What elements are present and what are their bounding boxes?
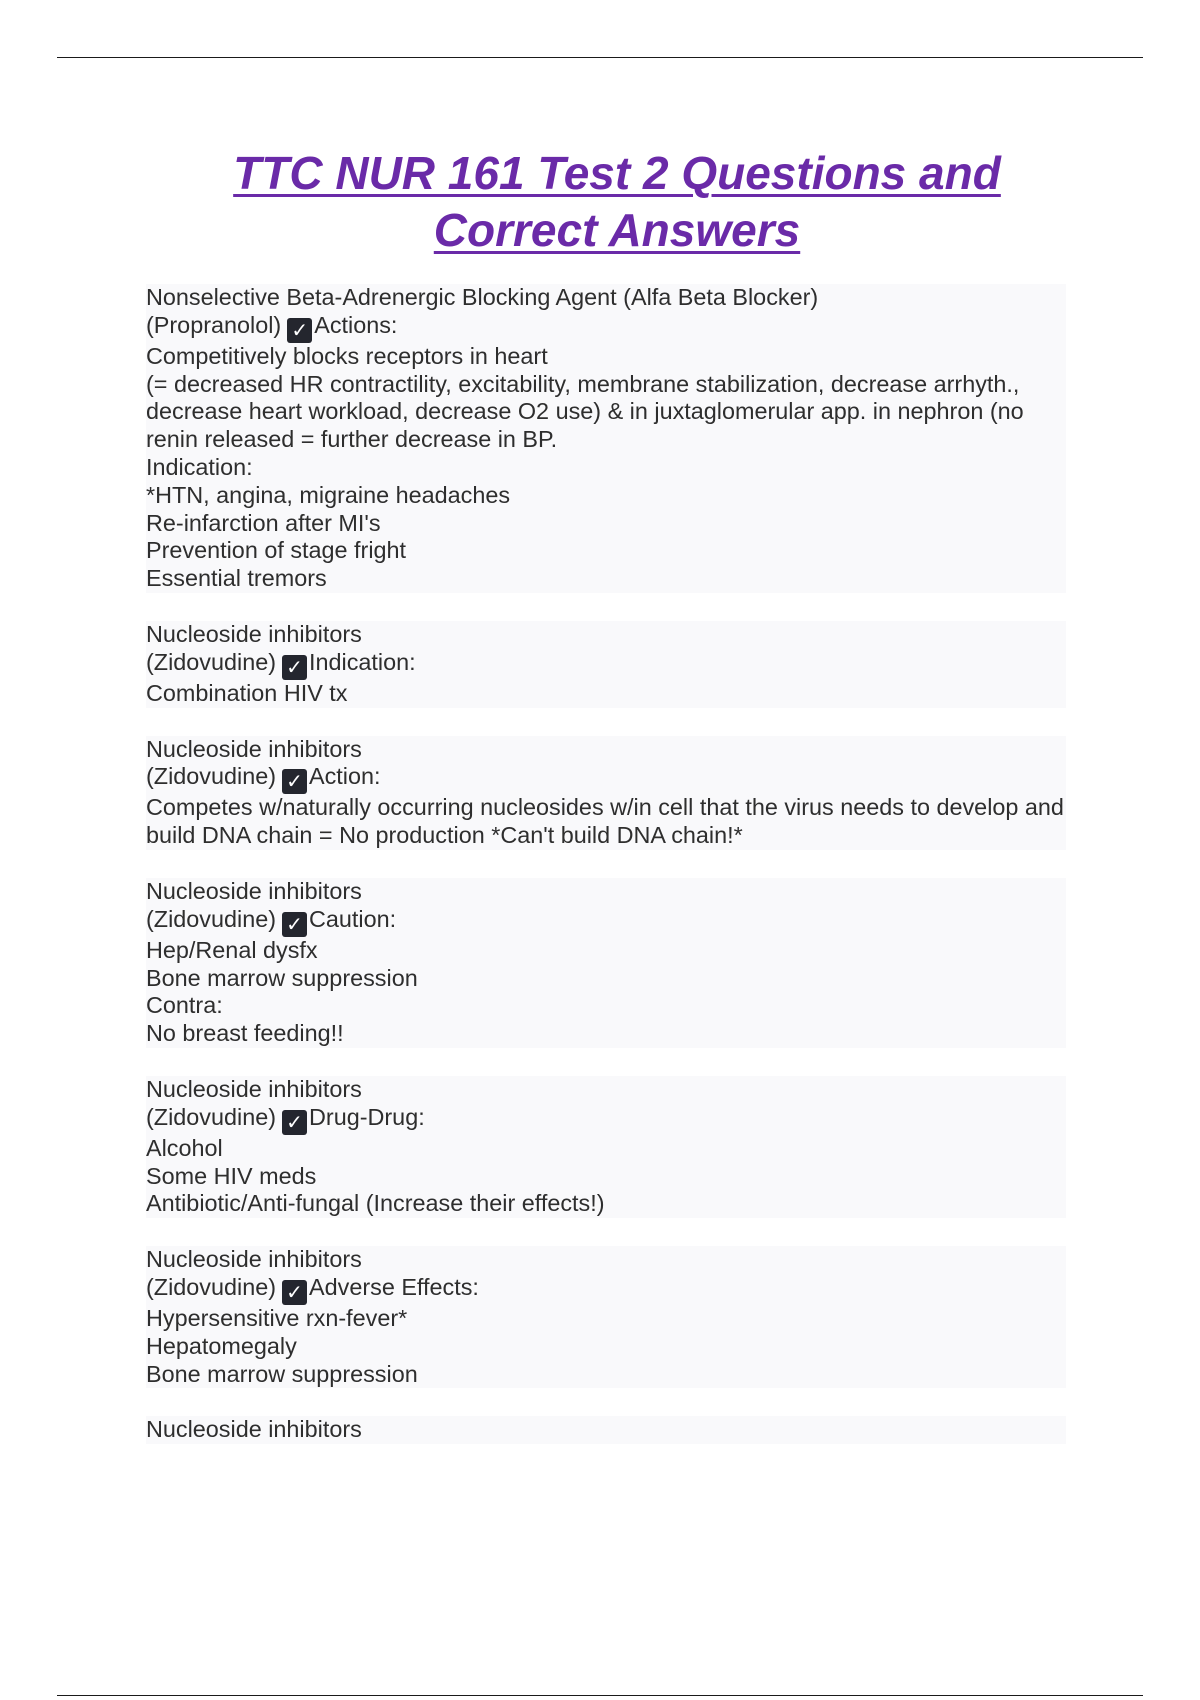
checkbox-checked-icon: ✓	[287, 318, 312, 343]
title-line-1: TTC NUR 161 Test 2 Questions and	[233, 147, 1001, 199]
question-drug: (Zidovudine)	[146, 1103, 277, 1130]
flashcard	[146, 1416, 1066, 1444]
answer-line: Prevention of stage fright	[146, 537, 1066, 565]
checkbox-checked-icon: ✓	[282, 655, 307, 680]
answer-heading: Actions:	[314, 311, 398, 338]
question-line	[146, 1274, 1066, 1305]
answer-line: Contra:	[146, 992, 1066, 1020]
answer-line: Hypersensitive rxn-fever*	[146, 1305, 1066, 1333]
answer-line: Indication:	[146, 454, 1066, 482]
question-drug: (Zidovudine)	[146, 648, 277, 675]
question-line: Nucleoside inhibitors	[146, 621, 1066, 649]
answer-line: Hep/Renal dysfx	[146, 937, 1066, 965]
document-title	[0, 145, 1200, 259]
flashcard	[146, 736, 1066, 850]
title-line-2: Correct Answers	[433, 204, 801, 256]
answer-line: Combination HIV tx	[146, 680, 1066, 708]
answer-heading: Adverse Effects:	[309, 1273, 479, 1300]
answer-line: Competitively blocks receptors in heart	[146, 343, 1066, 371]
answer-line: Some HIV meds	[146, 1163, 1066, 1191]
answer-heading: Indication:	[309, 648, 416, 675]
question-drug: (Zidovudine)	[146, 1273, 277, 1300]
answer-line: Re-infarction after MI's	[146, 510, 1066, 538]
question-line: Nonselective Beta-Adrenergic Blocking Agent (Alfa Beta Blocker)	[146, 284, 1066, 312]
bottom-rule	[57, 1695, 1143, 1696]
answer-line: Competes w/naturally occurring nucleosides w/in cell that the virus needs to develop and build DNA chain = No production *Can't build DNA chain!*	[146, 794, 1066, 850]
flashcard	[146, 878, 1066, 1048]
question-drug: (Propranolol)	[146, 311, 282, 338]
answer-heading: Caution:	[309, 905, 397, 932]
checkbox-checked-icon: ✓	[282, 769, 307, 794]
question-line: Nucleoside inhibitors	[146, 1246, 1066, 1274]
answer-line: Bone marrow suppression	[146, 1361, 1066, 1389]
question-line	[146, 312, 1066, 343]
question-line	[146, 763, 1066, 794]
checkbox-checked-icon: ✓	[282, 1110, 307, 1135]
top-rule	[57, 57, 1143, 58]
flashcard	[146, 1076, 1066, 1218]
flashcard	[146, 621, 1066, 708]
answer-line: *HTN, angina, migraine headaches	[146, 482, 1066, 510]
answer-line: Antibiotic/Anti-fungal (Increase their effects!)	[146, 1190, 1066, 1218]
answer-line: Essential tremors	[146, 565, 1066, 593]
question-line	[146, 906, 1066, 937]
question-line: Nucleoside inhibitors	[146, 1416, 1066, 1444]
answer-heading: Drug-Drug:	[309, 1103, 425, 1130]
answer-line: Bone marrow suppression	[146, 965, 1066, 993]
question-drug: (Zidovudine)	[146, 763, 277, 790]
checkbox-checked-icon: ✓	[282, 912, 307, 937]
flashcard	[146, 284, 1066, 593]
question-line: Nucleoside inhibitors	[146, 736, 1066, 764]
answer-line: Alcohol	[146, 1135, 1066, 1163]
question-line	[146, 1104, 1066, 1135]
flashcard	[146, 1246, 1066, 1388]
flashcard-list	[146, 284, 1066, 1472]
checkbox-checked-icon: ✓	[282, 1280, 307, 1305]
answer-heading: Action:	[309, 763, 381, 790]
answer-line: (= decreased HR contractility, excitability, membrane stabilization, decrease arrhyth., decrease heart workload, decrease O2 use) & in juxtaglomerular app. in nephron (no renin released = further decrease in BP.	[146, 371, 1066, 454]
question-line: Nucleoside inhibitors	[146, 1076, 1066, 1104]
question-line	[146, 649, 1066, 680]
answer-line: Hepatomegaly	[146, 1333, 1066, 1361]
question-drug: (Zidovudine)	[146, 905, 277, 932]
answer-line: No breast feeding!!	[146, 1020, 1066, 1048]
question-line: Nucleoside inhibitors	[146, 878, 1066, 906]
